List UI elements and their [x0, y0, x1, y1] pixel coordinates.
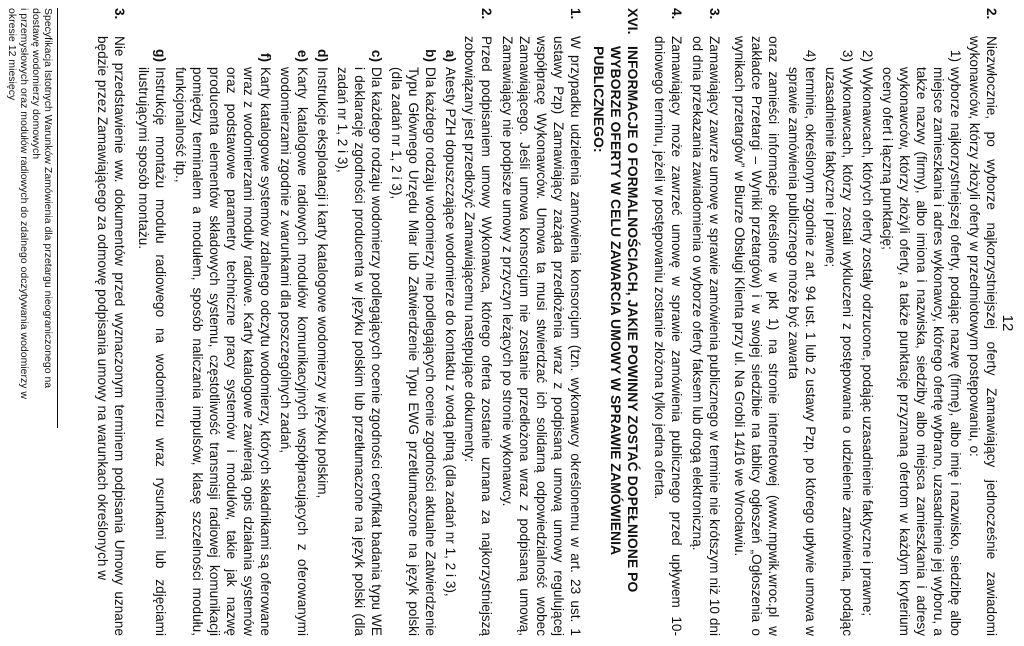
- item-body: [727, 36, 1000, 636]
- bottom-list: [94, 8, 584, 636]
- item-text: W przypadku udzielenia zamówienia konsorcjum (tzn. wykonawcy określonemu w art. 23 ust. 1 ustawy Pzp) Zamawiający zażąda przedłożenia wraz z podpisaną umową umowy regulującej współpracę Wykonawców. Umowa ta musi stwierdzać ich solidarną odpowiedzialność wobec Zamawiającego. Jeśli umowa konsorcjum nie zostanie przedłożona wraz z podpisaną umową, Zamawiający nie podpisze umowy z przyczyn leżących po stronie wykonawcy.: [500, 36, 583, 636]
- sub-item-label: 1): [948, 49, 963, 62]
- sub-item-text: Karty katalogowe radiowych modułów komunikacyjnych współpracujących z oferowanymi wodomierzami zgodnie z warunkami dla poszczególnych zadań,: [278, 67, 310, 636]
- sub-item: [859, 36, 876, 636]
- item-number: 4.: [669, 8, 684, 20]
- sub-item-text: Instrukcję montażu modułu radiowego na wodomierzu wraz rysunkami lub zdjęciami ilustrującymi sposób montażu.: [136, 67, 168, 636]
- sub-item-text: Instrukcje eksploatacji i karty katalogowe wodomierzy w języku polskim,: [315, 67, 330, 499]
- sub-item: [879, 36, 964, 636]
- sub-item-label: 3): [840, 49, 855, 62]
- sub-item-text: Dla każdego rodzaju wodomierzy nie podlegających ocenie zgodności aktualne Zatwierdzenie Typu Głównego Urzędu Miar lub Zatwierdzenie Typu EWG przetłumaczone na język polski (dla zadań nr 1, 2 i 3),: [389, 67, 438, 636]
- section-heading: [590, 8, 641, 636]
- list-item: [499, 8, 584, 636]
- sub-item-text: Karty katalogowe systemów zdalnego odczytu wodomierzy, których składnikami są oferowane wraz z wodomierzami moduły radiowe. Karty katalogowe zawierają opis działania systemów oraz podstawowe parametry techniczne pracy systemów i modułów, takie jak nazwę producenta elementów składowych systemu, częstotliwość transmisji radiowej komunikacji pomiędzy terminalem a modułem, sposób naliczania impulsów, klasę szczelności modułu, funkcjonalność itp.,: [173, 67, 273, 636]
- sub-item: [172, 36, 274, 636]
- sub-item-text: terminie, określonym zgodnie z art. 94 ust. 1 lub 2 ustawy Pzp, po którego upływie umowa w sprawie zamówienia publicznego może być zawarta: [786, 67, 818, 636]
- item-text: Nie przedstawienie ww. dokumentów przed wyznaczonym terminem podpisania Umowy uznane będzie przez Zamawiającego za odmowę podpisania umowy na warunkach określonych w: [95, 36, 127, 636]
- sub-item: [277, 36, 311, 636]
- item-number: 1.: [568, 8, 583, 20]
- sub-item-text: wyborze najkorzystniejszej oferty, podając nazwę (firmę), albo imię i nazwisko, siedzibę albo miejsce zamieszkania i adres wykonawcy, którego ofertę wybrano, uzasadnienie jej wyboru, a także nazwy (firmy), albo imiona i nazwiska, siedziby albo miejsca zamieszkania i adresy wykonawców, którzy złożyli oferty, a także punktację przyznaną ofertom w każdym kryterium oceny ofert i łączną punktację;: [880, 67, 963, 636]
- list-item: [94, 8, 128, 636]
- sub-item-label: d): [315, 49, 330, 62]
- sub-item-label: e): [295, 49, 310, 62]
- item-text: Zamawiający może zawrzeć umowę w sprawie zamówienia publicznego przed upływem 10-dniowego terminu, jeżeli w postępowaniu zostanie złożona tylko jedna oferta.: [652, 36, 684, 636]
- sub-item-label: b): [423, 49, 438, 62]
- sub-item-label: c): [369, 49, 384, 62]
- footer-note: [6, 8, 58, 428]
- page-content: [90, 8, 1000, 636]
- section-number: XVI.: [625, 8, 641, 35]
- footer-line-2: i przemysłowych oraz modułów radiowych do zdalnego odczytywania wodomierzy w okresie 12 miesięcy: [6, 8, 30, 400]
- item-followup-text: oraz zamieści informacje określone w pkt 1) na stronie internetowej (www.mpwik.wroc.pl w zakładce Przetargi – Wyniki przetargów) i w swojej siedzibie na tablicy ogłoszeń „Ogłoszenia o wynikach przetargów” w Biurze Obsługi Klienta przy ul. Na Grobli 14/16 we Wrocławiu.: [732, 36, 781, 636]
- page-number: 12: [999, 314, 1016, 332]
- item-body: [132, 36, 495, 636]
- item-body: [689, 36, 723, 636]
- item-number: 2.: [479, 8, 494, 20]
- sub-item-text: Wykonawcach, którzy zostali wykluczeni z postępowania o udzielenie zamówienia, podając uzasadnienie faktyczne i prawne;: [823, 67, 855, 636]
- item-body: [651, 36, 685, 636]
- list-item: [689, 8, 723, 636]
- sub-item: [334, 36, 385, 636]
- sub-item-text: Dla każdego rodzaju wodomierzy podlegających ocenie zgodności certyfikat badania typu WE i deklarację zgodności producenta w języku polskim lub przetłumaczone na język polski (dla zadań nr 1, 2 i 3),: [335, 67, 384, 636]
- sub-item-label: 4): [803, 49, 818, 62]
- sub-item-label: a): [443, 49, 458, 62]
- item-body: [94, 36, 128, 636]
- top-list: [651, 8, 1000, 636]
- item-text: Przed podpisaniem umowy Wykonawca, którego oferta zostanie uznana za najkorzystniejszą zobowiązany jest przedłożyć Zamawiającemu następujące dokumenty:: [462, 36, 494, 636]
- list-item: [651, 8, 685, 636]
- sub-item-text: Atesty PZH dopuszczające wodomierze do kontaktu z wodą pitną (dla zadań nr 1, 2 i 3),: [443, 67, 458, 597]
- section-title: INFORMACJE O FORMALNOŚCIACH, JAKIE POWINNY ZOSTAĆ DOPEŁNIONE PO WYBORZE OFERTY W CELU ZAWARCIA UMOWY W SPRAWIE ZAMÓWIENIA PUBLICZNEGO:: [591, 46, 641, 593]
- footer-line-1: Specyfikacja Istotnych Warunków Zamówienia dla przetargu nieograniczonego na dostawę wodomierzy domowych: [30, 8, 54, 389]
- item-number: 3.: [707, 8, 722, 20]
- item-body: [499, 36, 584, 636]
- item-number: 2.: [984, 8, 999, 20]
- item-text: Zamawiający zawrze umowę w sprawie zamówienia publicznego w terminie nie krótszym niż 10 dni od dnia przekazania zawiadomienia o wyborze oferty faksem lub drogą elektroniczną.: [690, 36, 722, 636]
- sub-item: [388, 36, 439, 636]
- sub-item: [442, 36, 459, 636]
- sub-item: [785, 36, 819, 636]
- list-item: [132, 8, 495, 636]
- sub-item: [822, 36, 856, 636]
- sub-item-label: f): [258, 52, 273, 62]
- sub-item: [314, 36, 331, 636]
- item-text: Niezwłocznie, po wyborze najkorzystniejszej oferty Zamawiający jednocześnie zawiadomi wykonawców, którzy złożyli oferty w przedmiotowym postępowaniu, o:: [967, 36, 999, 636]
- list-item: [727, 8, 1000, 636]
- sub-item-label: 2): [860, 49, 875, 62]
- item-number: 3.: [112, 8, 127, 20]
- sub-item-label: g): [153, 49, 168, 62]
- sub-item: [135, 36, 169, 636]
- sub-item-text: Wykonawcach, których oferty zostały odrzucone, podając uzasadnienie faktyczne i prawne;: [860, 67, 875, 617]
